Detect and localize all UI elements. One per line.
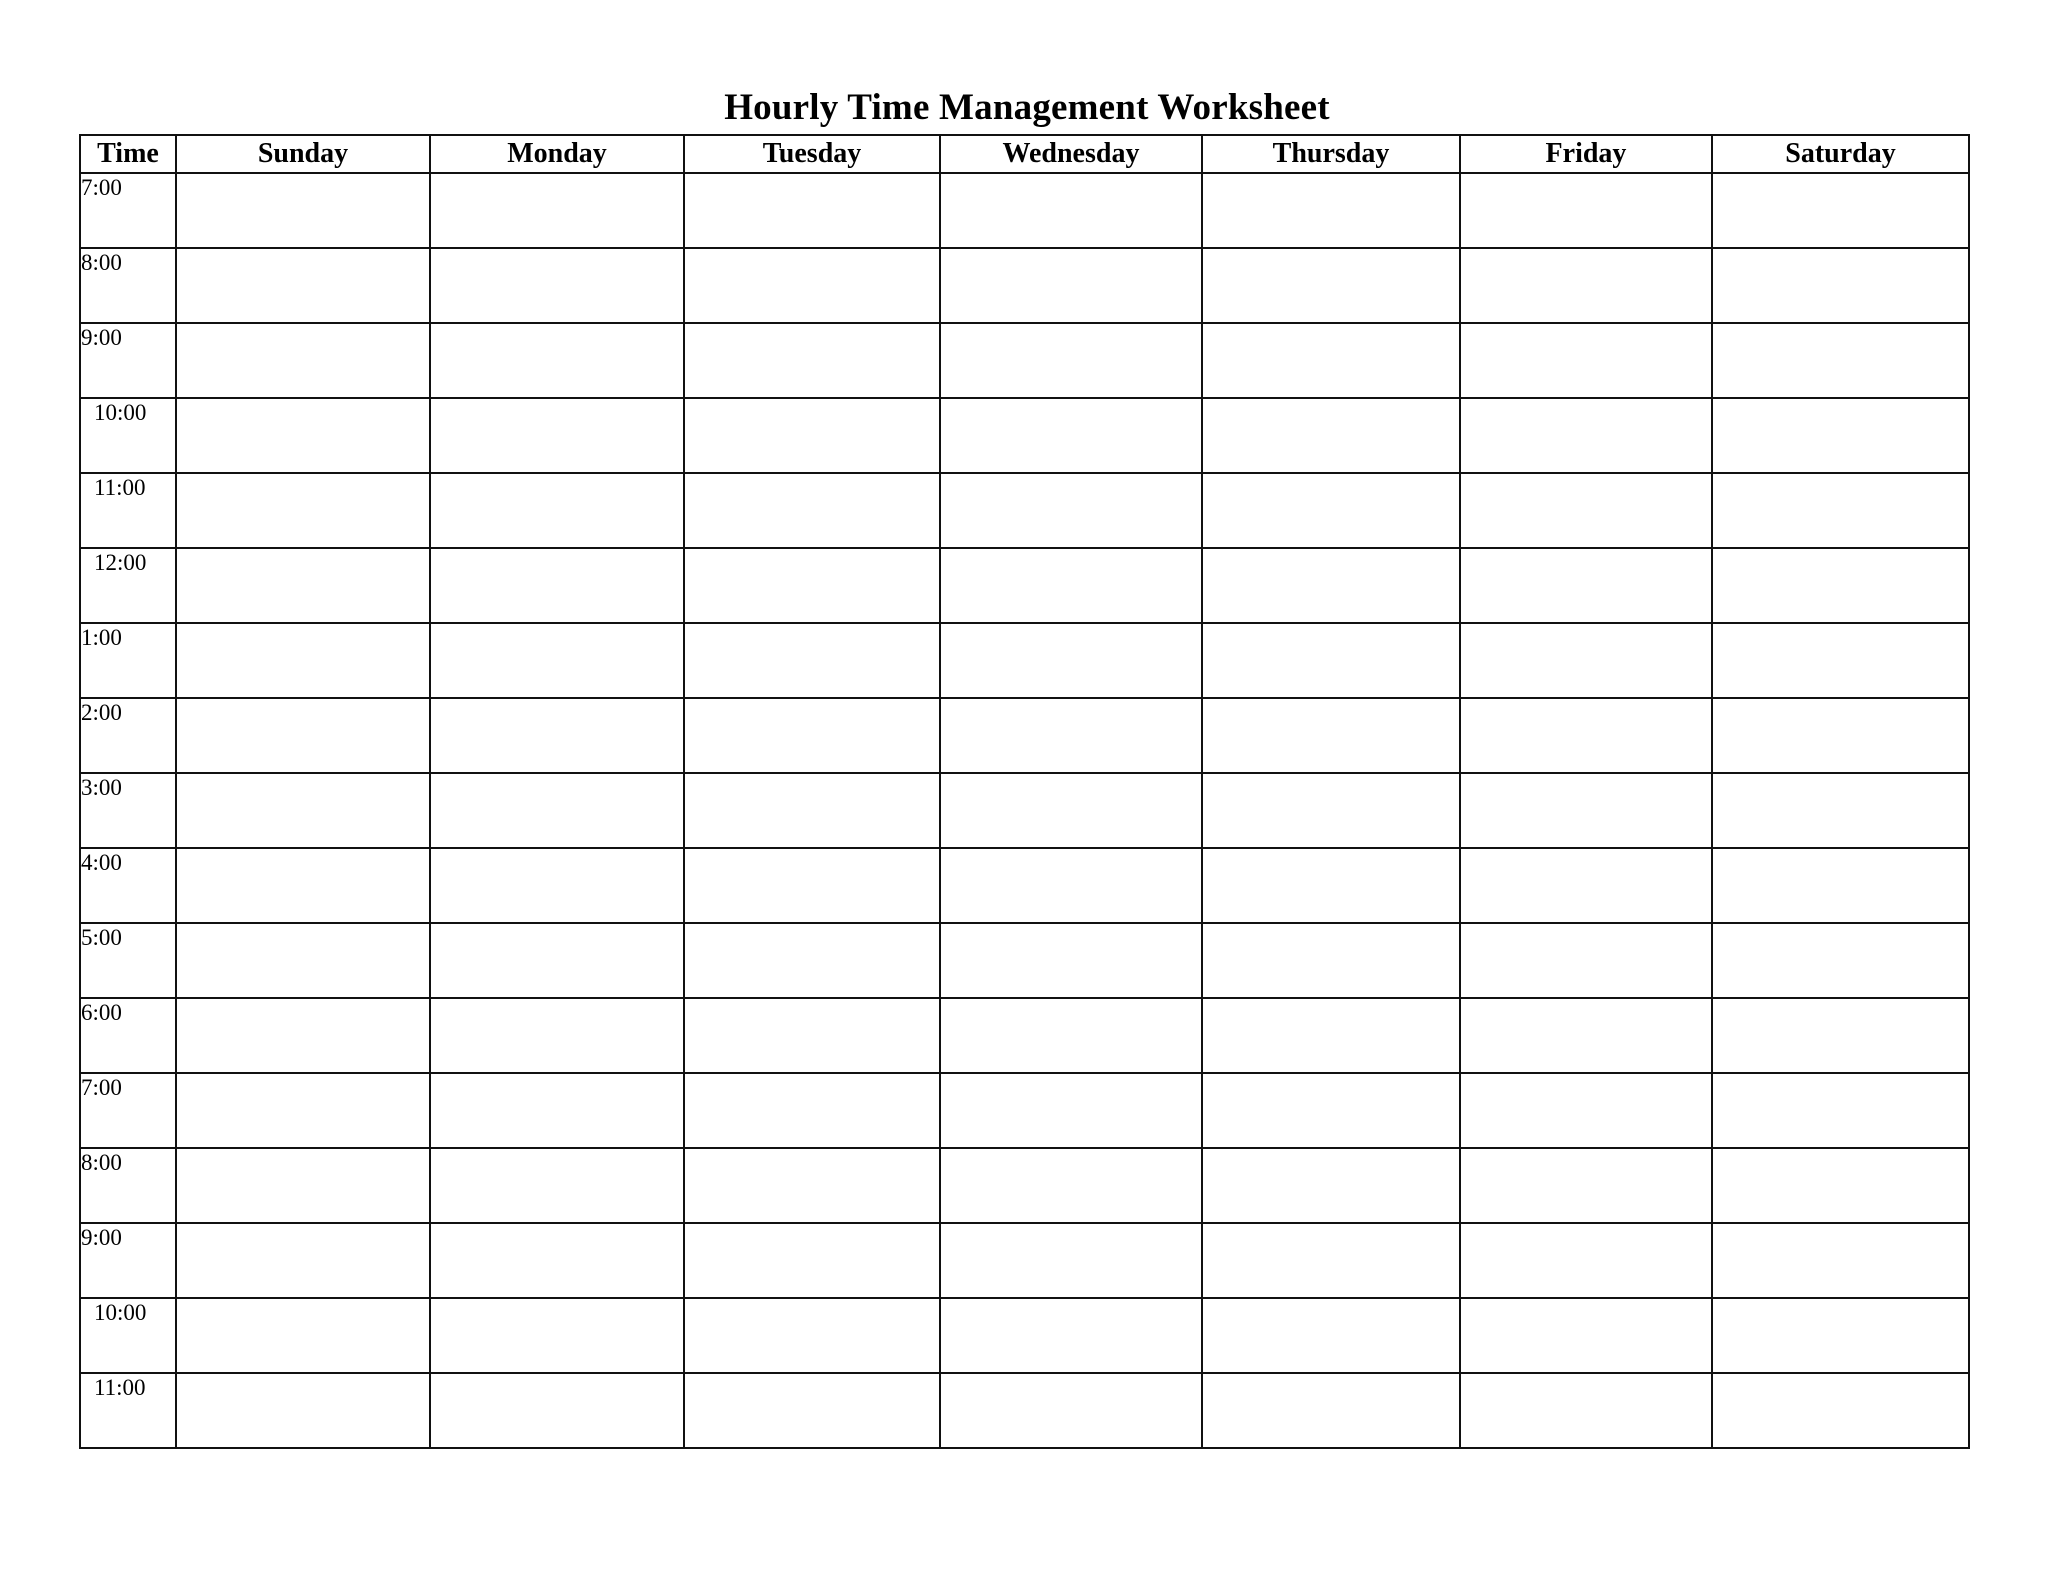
slot-cell-tuesday[interactable]: [684, 923, 940, 998]
slot-cell-thursday[interactable]: [1202, 848, 1460, 923]
slot-cell-tuesday[interactable]: [684, 173, 940, 248]
slot-cell-sunday[interactable]: [176, 923, 430, 998]
slot-cell-sunday[interactable]: [176, 473, 430, 548]
time-label: 7:00: [81, 1075, 122, 1100]
slot-cell-monday[interactable]: [430, 1148, 684, 1223]
slot-cell-saturday[interactable]: [1712, 248, 1969, 323]
header-wednesday: Wednesday: [940, 135, 1202, 173]
time-label-cell: [80, 548, 176, 623]
slot-cell-monday[interactable]: [430, 1223, 684, 1298]
header-tuesday: Tuesday: [684, 135, 940, 173]
slot-cell-thursday[interactable]: [1202, 248, 1460, 323]
slot-cell-friday[interactable]: [1460, 848, 1712, 923]
slot-cell-monday[interactable]: [430, 398, 684, 473]
table-row: [80, 548, 1969, 623]
time-label-cell: [80, 248, 176, 323]
table-row: [80, 773, 1969, 848]
time-label-cell: [80, 1148, 176, 1223]
table-row: [80, 698, 1969, 773]
header-friday: Friday: [1460, 135, 1712, 173]
time-label: 12:00: [94, 550, 147, 575]
time-label: 10:00: [94, 400, 147, 425]
slot-cell-sunday[interactable]: [176, 623, 430, 698]
slot-cell-saturday[interactable]: [1712, 623, 1969, 698]
slot-cell-sunday[interactable]: [176, 1298, 430, 1373]
slot-cell-thursday[interactable]: [1202, 698, 1460, 773]
slot-cell-thursday[interactable]: [1202, 548, 1460, 623]
time-label-cell: [80, 398, 176, 473]
time-label: 2:00: [81, 700, 122, 725]
slot-cell-sunday[interactable]: [176, 848, 430, 923]
header-monday: Monday: [430, 135, 684, 173]
time-label: 8:00: [81, 1150, 122, 1175]
table-row: [80, 1073, 1969, 1148]
slot-cell-saturday[interactable]: [1712, 1148, 1969, 1223]
slot-cell-sunday[interactable]: [176, 398, 430, 473]
slot-cell-thursday[interactable]: [1202, 323, 1460, 398]
table-row: [80, 848, 1969, 923]
slot-cell-saturday[interactable]: [1712, 923, 1969, 998]
slot-cell-friday[interactable]: [1460, 248, 1712, 323]
slot-cell-friday[interactable]: [1460, 1148, 1712, 1223]
slot-cell-saturday[interactable]: [1712, 848, 1969, 923]
table-row: [80, 248, 1969, 323]
slot-cell-thursday[interactable]: [1202, 1373, 1460, 1448]
slot-cell-friday[interactable]: [1460, 773, 1712, 848]
slot-cell-saturday[interactable]: [1712, 773, 1969, 848]
slot-cell-monday[interactable]: [430, 1073, 684, 1148]
slot-cell-friday[interactable]: [1460, 323, 1712, 398]
slot-cell-thursday[interactable]: [1202, 398, 1460, 473]
slot-cell-wednesday[interactable]: [940, 248, 1202, 323]
header-row: [80, 135, 1969, 173]
slot-cell-sunday[interactable]: [176, 1073, 430, 1148]
slot-cell-friday[interactable]: [1460, 473, 1712, 548]
slot-cell-friday[interactable]: [1460, 923, 1712, 998]
slot-cell-sunday[interactable]: [176, 1373, 430, 1448]
time-label: 7:00: [81, 175, 122, 200]
table-row: [80, 998, 1969, 1073]
slot-cell-thursday[interactable]: [1202, 923, 1460, 998]
slot-cell-wednesday[interactable]: [940, 1148, 1202, 1223]
slot-cell-tuesday[interactable]: [684, 248, 940, 323]
slot-cell-sunday[interactable]: [176, 698, 430, 773]
slot-cell-thursday[interactable]: [1202, 1298, 1460, 1373]
slot-cell-thursday[interactable]: [1202, 473, 1460, 548]
slot-cell-tuesday[interactable]: [684, 1298, 940, 1373]
slot-cell-sunday[interactable]: [176, 1148, 430, 1223]
slot-cell-tuesday[interactable]: [684, 1223, 940, 1298]
slot-cell-saturday[interactable]: [1712, 1223, 1969, 1298]
time-label-cell: [80, 1373, 176, 1448]
table-row: [80, 323, 1969, 398]
slot-cell-saturday[interactable]: [1712, 398, 1969, 473]
time-label-cell: [80, 998, 176, 1073]
header-time: Time: [80, 135, 176, 173]
table-row: [80, 398, 1969, 473]
slot-cell-tuesday[interactable]: [684, 1373, 940, 1448]
time-label: 9:00: [81, 1225, 122, 1250]
slot-cell-monday[interactable]: [430, 473, 684, 548]
time-label-cell: [80, 1223, 176, 1298]
slot-cell-saturday[interactable]: [1712, 1298, 1969, 1373]
slot-cell-wednesday[interactable]: [940, 1223, 1202, 1298]
time-label: 5:00: [81, 925, 122, 950]
slot-cell-friday[interactable]: [1460, 173, 1712, 248]
time-label: 3:00: [81, 775, 122, 800]
slot-cell-wednesday[interactable]: [940, 698, 1202, 773]
slot-cell-tuesday[interactable]: [684, 1073, 940, 1148]
slot-cell-wednesday[interactable]: [940, 923, 1202, 998]
slot-cell-monday[interactable]: [430, 923, 684, 998]
time-label: 11:00: [94, 1375, 146, 1400]
slot-cell-sunday[interactable]: [176, 548, 430, 623]
slot-cell-friday[interactable]: [1460, 548, 1712, 623]
slot-cell-wednesday[interactable]: [940, 473, 1202, 548]
slot-cell-saturday[interactable]: [1712, 548, 1969, 623]
slot-cell-saturday[interactable]: [1712, 173, 1969, 248]
schedule-body: [80, 173, 1969, 1448]
slot-cell-thursday[interactable]: [1202, 1148, 1460, 1223]
slot-cell-sunday[interactable]: [176, 1223, 430, 1298]
slot-cell-wednesday[interactable]: [940, 1298, 1202, 1373]
slot-cell-thursday[interactable]: [1202, 173, 1460, 248]
slot-cell-sunday[interactable]: [176, 323, 430, 398]
header-saturday: Saturday: [1712, 135, 1969, 173]
slot-cell-sunday[interactable]: [176, 248, 430, 323]
slot-cell-monday[interactable]: [430, 998, 684, 1073]
slot-cell-friday[interactable]: [1460, 1223, 1712, 1298]
slot-cell-friday[interactable]: [1460, 698, 1712, 773]
table-row: [80, 173, 1969, 248]
time-label-cell: [80, 1073, 176, 1148]
time-label: 8:00: [81, 250, 122, 275]
slot-cell-thursday[interactable]: [1202, 1073, 1460, 1148]
slot-cell-sunday[interactable]: [176, 773, 430, 848]
slot-cell-monday[interactable]: [430, 623, 684, 698]
time-label-cell: [80, 473, 176, 548]
table-row: [80, 1298, 1969, 1373]
table-row: [80, 1373, 1969, 1448]
slot-cell-saturday[interactable]: [1712, 1373, 1969, 1448]
slot-cell-monday[interactable]: [430, 773, 684, 848]
slot-cell-monday[interactable]: [430, 1373, 684, 1448]
slot-cell-wednesday[interactable]: [940, 623, 1202, 698]
slot-cell-thursday[interactable]: [1202, 998, 1460, 1073]
slot-cell-tuesday[interactable]: [684, 548, 940, 623]
slot-cell-tuesday[interactable]: [684, 323, 940, 398]
slot-cell-saturday[interactable]: [1712, 1073, 1969, 1148]
time-label-cell: [80, 1298, 176, 1373]
slot-cell-monday[interactable]: [430, 548, 684, 623]
table-row: [80, 923, 1969, 998]
worksheet-title: Hourly Time Management Worksheet: [724, 87, 1330, 128]
slot-cell-tuesday[interactable]: [684, 473, 940, 548]
time-label: 10:00: [94, 1300, 147, 1325]
time-label: 1:00: [81, 625, 122, 650]
slot-cell-wednesday[interactable]: [940, 848, 1202, 923]
slot-cell-friday[interactable]: [1460, 1073, 1712, 1148]
table-row: [80, 1148, 1969, 1223]
slot-cell-friday[interactable]: [1460, 998, 1712, 1073]
time-label-cell: [80, 848, 176, 923]
time-label-cell: [80, 698, 176, 773]
slot-cell-saturday[interactable]: [1712, 698, 1969, 773]
slot-cell-friday[interactable]: [1460, 623, 1712, 698]
time-label: 9:00: [81, 325, 122, 350]
slot-cell-friday[interactable]: [1460, 1298, 1712, 1373]
slot-cell-wednesday[interactable]: [940, 773, 1202, 848]
time-label-cell: [80, 773, 176, 848]
time-label-cell: [80, 173, 176, 248]
slot-cell-monday[interactable]: [430, 1298, 684, 1373]
slot-cell-saturday[interactable]: [1712, 323, 1969, 398]
slot-cell-thursday[interactable]: [1202, 773, 1460, 848]
slot-cell-tuesday[interactable]: [684, 1148, 940, 1223]
slot-cell-tuesday[interactable]: [684, 698, 940, 773]
slot-cell-sunday[interactable]: [176, 173, 430, 248]
slot-cell-tuesday[interactable]: [684, 998, 940, 1073]
slot-cell-tuesday[interactable]: [684, 773, 940, 848]
slot-cell-thursday[interactable]: [1202, 1223, 1460, 1298]
time-label-cell: [80, 923, 176, 998]
slot-cell-monday[interactable]: [430, 698, 684, 773]
slot-cell-thursday[interactable]: [1202, 623, 1460, 698]
header-thursday: Thursday: [1202, 135, 1460, 173]
schedule-table: [79, 134, 1970, 1449]
slot-cell-wednesday[interactable]: [940, 1373, 1202, 1448]
table-row: [80, 623, 1969, 698]
slot-cell-wednesday[interactable]: [940, 548, 1202, 623]
time-label: 4:00: [81, 850, 122, 875]
slot-cell-saturday[interactable]: [1712, 998, 1969, 1073]
slot-cell-monday[interactable]: [430, 173, 684, 248]
time-label-cell: [80, 623, 176, 698]
slot-cell-wednesday[interactable]: [940, 323, 1202, 398]
slot-cell-tuesday[interactable]: [684, 623, 940, 698]
slot-cell-wednesday[interactable]: [940, 173, 1202, 248]
slot-cell-monday[interactable]: [430, 323, 684, 398]
table-row: [80, 1223, 1969, 1298]
table-row: [80, 473, 1969, 548]
slot-cell-wednesday[interactable]: [940, 998, 1202, 1073]
time-label: 6:00: [81, 1000, 122, 1025]
slot-cell-sunday[interactable]: [176, 998, 430, 1073]
slot-cell-tuesday[interactable]: [684, 398, 940, 473]
slot-cell-monday[interactable]: [430, 248, 684, 323]
time-label: 11:00: [94, 475, 146, 500]
slot-cell-wednesday[interactable]: [940, 1073, 1202, 1148]
slot-cell-tuesday[interactable]: [684, 848, 940, 923]
slot-cell-wednesday[interactable]: [940, 398, 1202, 473]
slot-cell-saturday[interactable]: [1712, 473, 1969, 548]
slot-cell-friday[interactable]: [1460, 398, 1712, 473]
slot-cell-friday[interactable]: [1460, 1373, 1712, 1448]
time-label-cell: [80, 323, 176, 398]
header-sunday: Sunday: [176, 135, 430, 173]
slot-cell-monday[interactable]: [430, 848, 684, 923]
